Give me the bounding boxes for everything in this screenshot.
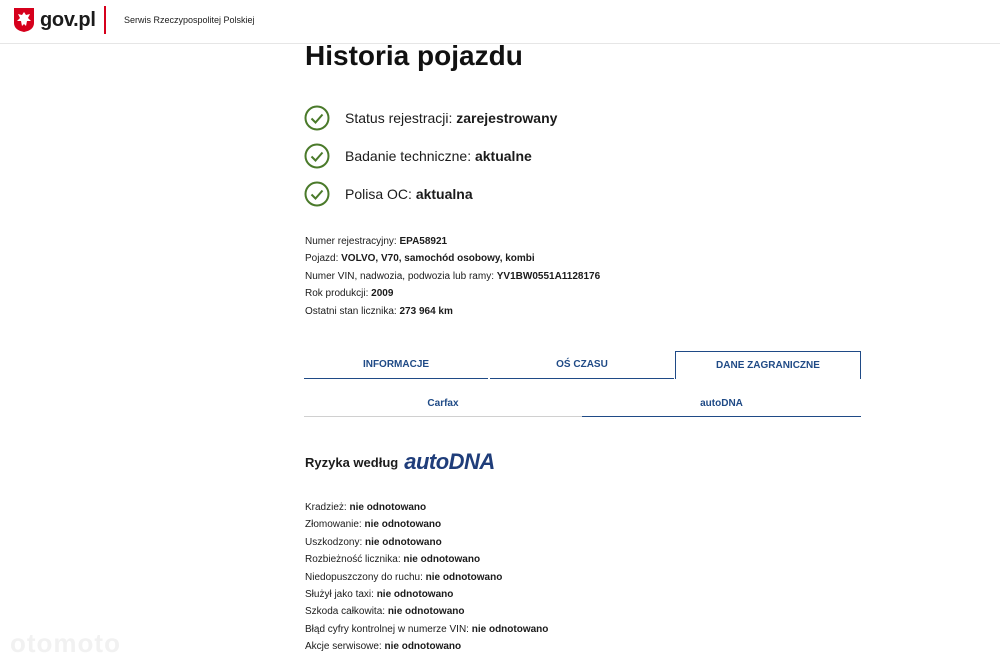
info-item-odometer bbox=[305, 303, 600, 320]
risk-item bbox=[305, 621, 548, 638]
info-value: 273 964 km bbox=[399, 305, 453, 317]
status-registration bbox=[304, 105, 557, 131]
info-value: 2009 bbox=[371, 288, 394, 300]
risk-item bbox=[305, 534, 548, 551]
risk-item-value: nie odnotowano bbox=[364, 519, 442, 531]
risk-item-value: nie odnotowano bbox=[376, 589, 454, 601]
header-divider bbox=[104, 6, 106, 34]
status-label: Polisa OC: bbox=[345, 186, 412, 202]
info-label: Rok produkcji: bbox=[305, 288, 369, 300]
info-value: VOLVO, V70, samochód osobowy, kombi bbox=[341, 253, 535, 265]
risk-item-label: Niedopuszczony do ruchu: bbox=[305, 571, 423, 583]
risk-header bbox=[305, 449, 495, 475]
status-value: zarejestrowany bbox=[456, 110, 558, 126]
info-label: Ostatni stan licznika: bbox=[305, 305, 397, 317]
info-value: YV1BW0551A1128176 bbox=[496, 270, 601, 282]
logo-text: gov.pl bbox=[40, 8, 96, 31]
risk-item bbox=[305, 603, 548, 620]
risk-item-value: nie odnotowano bbox=[387, 606, 465, 618]
autodna-logo: autoDNA bbox=[404, 449, 495, 474]
tab-informacje[interactable]: INFORMACJE bbox=[304, 351, 488, 379]
risk-item-label: Służył jako taxi: bbox=[305, 589, 374, 601]
main-tabs bbox=[304, 351, 861, 379]
gov-logo[interactable] bbox=[13, 7, 96, 33]
service-name: Serwis Rzeczypospolitej Polskiej bbox=[124, 15, 255, 25]
risk-item-value: nie odnotowano bbox=[471, 623, 549, 635]
check-circle-icon bbox=[304, 143, 330, 169]
risk-item bbox=[305, 569, 548, 586]
risk-item bbox=[305, 499, 548, 516]
status-value: aktualne bbox=[474, 148, 532, 164]
risk-item-label: Akcje serwisowe: bbox=[305, 641, 382, 653]
risk-label: Ryzyka według bbox=[305, 454, 399, 470]
risk-item bbox=[305, 551, 548, 568]
info-value: EPA58921 bbox=[399, 236, 448, 247]
risk-item-label: Złomowanie: bbox=[305, 519, 362, 531]
info-item-registration bbox=[305, 233, 600, 250]
check-circle-icon bbox=[304, 181, 330, 207]
risk-item-label: Szkoda całkowita: bbox=[305, 606, 386, 618]
sub-tabs bbox=[304, 393, 861, 418]
status-technical-inspection bbox=[304, 143, 532, 169]
status-value: aktualna bbox=[415, 186, 473, 202]
watermark: otomoto bbox=[10, 628, 121, 658]
subtab-underline bbox=[304, 416, 582, 417]
page-title: Historia pojazdu bbox=[305, 40, 523, 71]
risk-item-value: nie odnotowano bbox=[349, 502, 427, 513]
site-header bbox=[0, 0, 1000, 44]
subtab-active-underline bbox=[582, 416, 861, 417]
risk-item bbox=[305, 516, 548, 533]
info-item-year bbox=[305, 285, 600, 302]
risk-item-value: nie odnotowano bbox=[365, 536, 442, 548]
risk-item-value: nie odnotowano bbox=[384, 641, 462, 653]
tab-dane-zagraniczne[interactable]: DANE ZAGRANICZNE bbox=[675, 351, 861, 379]
status-label: Status rejestracji: bbox=[345, 110, 453, 126]
status-insurance bbox=[304, 181, 473, 207]
risk-item bbox=[305, 586, 548, 603]
risk-item-label: Kradzież: bbox=[305, 502, 347, 513]
subtab-autodna[interactable]: autoDNA bbox=[700, 398, 743, 409]
info-item-vin bbox=[305, 268, 600, 285]
info-label: Numer rejestracyjny: bbox=[305, 236, 397, 247]
risk-item bbox=[305, 638, 548, 655]
info-label: Numer VIN, nadwozia, podwozia lub ramy: bbox=[305, 270, 494, 282]
status-label: Badanie techniczne: bbox=[345, 148, 472, 164]
risk-item-label: Uszkodzony: bbox=[305, 536, 363, 548]
info-label: Pojazd: bbox=[305, 253, 339, 265]
risk-item-label: Rozbieżność licznika: bbox=[305, 554, 401, 566]
risk-item-value: nie odnotowano bbox=[403, 554, 481, 566]
check-circle-icon bbox=[304, 105, 330, 131]
subtab-carfax[interactable]: Carfax bbox=[427, 398, 459, 409]
risk-item-label: Błąd cyfry kontrolnej w numerze VIN: bbox=[305, 623, 469, 635]
tab-os-czasu[interactable]: OŚ CZASU bbox=[490, 351, 674, 379]
risk-list bbox=[305, 499, 548, 656]
vehicle-info-list bbox=[305, 233, 600, 320]
risk-item-value: nie odnotowano bbox=[425, 571, 503, 583]
info-item-vehicle bbox=[305, 250, 600, 267]
eagle-emblem-icon bbox=[13, 7, 35, 33]
